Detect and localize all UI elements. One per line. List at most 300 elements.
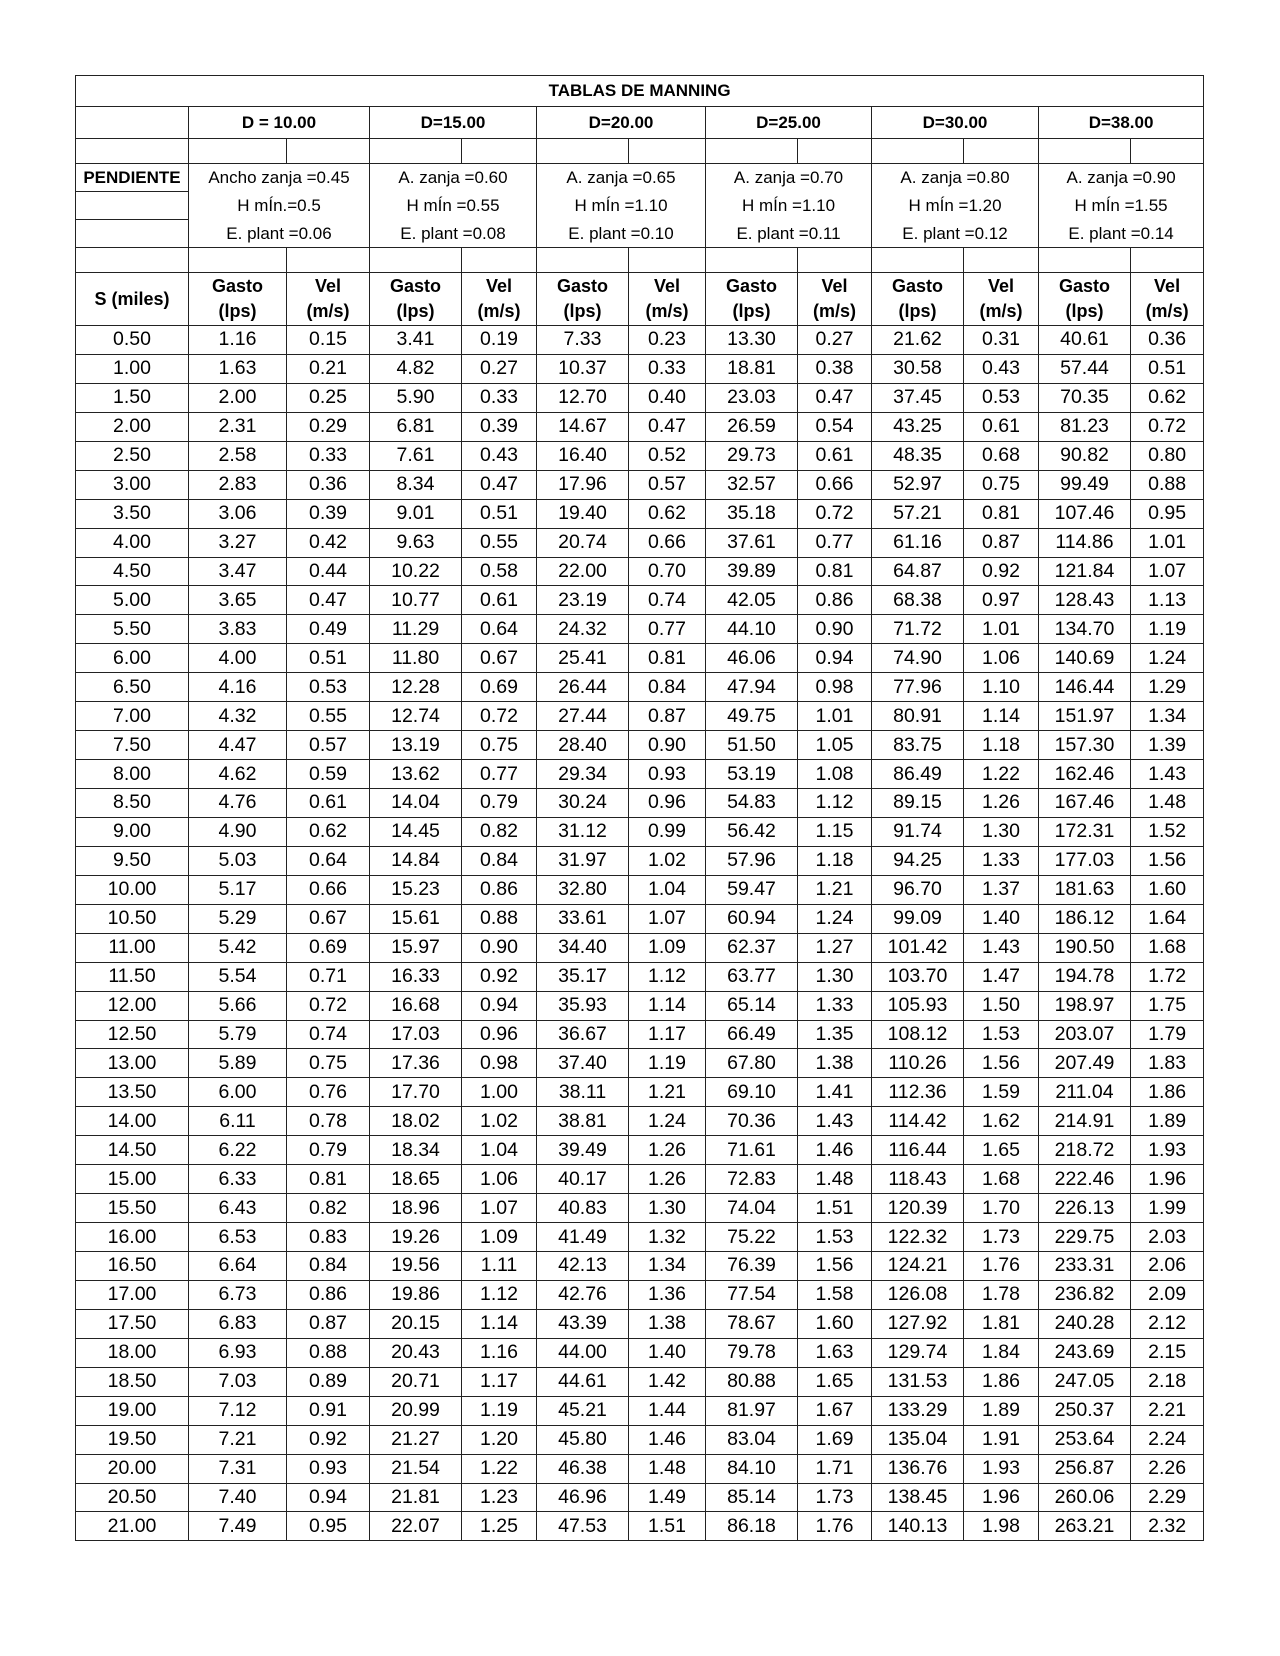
gasto-cell: 129.74: [872, 1338, 964, 1367]
vel-cell: 0.29: [287, 412, 370, 441]
gasto-cell: 214.91: [1039, 1107, 1131, 1136]
blank-row: [76, 139, 1204, 164]
gasto-cell: 41.49: [537, 1223, 629, 1252]
vel-cell: 1.43: [1131, 760, 1204, 789]
slope-cell: 16.50: [76, 1252, 189, 1281]
gasto-cell: 52.97: [872, 470, 964, 499]
gasto-cell: 35.18: [706, 499, 798, 528]
gasto-cell: 7.33: [537, 326, 629, 355]
gasto-cell: 263.21: [1039, 1512, 1131, 1541]
gasto-cell: 71.61: [706, 1136, 798, 1165]
vel-cell: 0.81: [287, 1165, 370, 1194]
e-plant: E. plant =0.06: [189, 220, 370, 248]
gasto-cell: 60.94: [706, 904, 798, 933]
vel-cell: 1.65: [964, 1136, 1039, 1165]
vel-cell: 0.72: [1131, 412, 1204, 441]
gasto-cell: 23.03: [706, 383, 798, 412]
vel-cell: 0.57: [629, 470, 706, 499]
vel-cell: 0.66: [287, 875, 370, 904]
gasto-cell: 138.45: [872, 1483, 964, 1512]
gasto-cell: 12.74: [370, 702, 462, 731]
gasto-cell: 6.11: [189, 1107, 287, 1136]
vel-cell: 0.86: [287, 1280, 370, 1309]
gasto-cell: 172.31: [1039, 817, 1131, 846]
vel-cell: 0.55: [462, 528, 537, 557]
vel-cell: 1.93: [964, 1454, 1039, 1483]
manning-table: [75, 75, 1204, 1541]
vel-cell: 0.76: [287, 1078, 370, 1107]
vel-cell: 0.84: [287, 1252, 370, 1281]
slope-cell: 18.50: [76, 1367, 189, 1396]
gasto-cell: 81.23: [1039, 412, 1131, 441]
gasto-cell: 1.63: [189, 354, 287, 383]
vel-header: Vel (m/s): [287, 273, 370, 326]
slope-cell: 8.00: [76, 760, 189, 789]
table-row: [76, 846, 1204, 875]
gasto-cell: 39.89: [706, 557, 798, 586]
gasto-cell: 99.49: [1039, 470, 1131, 499]
gasto-cell: 127.92: [872, 1309, 964, 1338]
slope-cell: 10.00: [76, 875, 189, 904]
gasto-cell: 63.77: [706, 962, 798, 991]
vel-cell: 1.47: [964, 962, 1039, 991]
gasto-cell: 5.54: [189, 962, 287, 991]
gasto-cell: 3.41: [370, 326, 462, 355]
vel-cell: 1.01: [798, 702, 872, 731]
table-row: [76, 1338, 1204, 1367]
vel-cell: 1.14: [629, 991, 706, 1020]
gasto-cell: 71.72: [872, 615, 964, 644]
slope-cell: 8.50: [76, 789, 189, 818]
vel-cell: 0.78: [287, 1107, 370, 1136]
gasto-cell: 90.82: [1039, 441, 1131, 470]
gasto-cell: 40.17: [537, 1165, 629, 1194]
gasto-cell: 229.75: [1039, 1223, 1131, 1252]
vel-header: Vel (m/s): [1131, 273, 1204, 326]
table-row: [76, 1252, 1204, 1281]
vel-cell: 1.24: [1131, 644, 1204, 673]
slope-cell: 15.50: [76, 1194, 189, 1223]
column-header-row: [76, 273, 1204, 326]
gasto-cell: 124.21: [872, 1252, 964, 1281]
gasto-cell: 79.78: [706, 1338, 798, 1367]
vel-cell: 0.57: [287, 731, 370, 760]
gasto-cell: 81.97: [706, 1396, 798, 1425]
gasto-cell: 211.04: [1039, 1078, 1131, 1107]
vel-cell: 1.40: [964, 904, 1039, 933]
gasto-cell: 59.47: [706, 875, 798, 904]
vel-cell: 1.60: [798, 1309, 872, 1338]
gasto-cell: 32.57: [706, 470, 798, 499]
vel-cell: 0.96: [629, 789, 706, 818]
vel-cell: 1.12: [629, 962, 706, 991]
vel-cell: 2.15: [1131, 1338, 1204, 1367]
gasto-cell: 15.23: [370, 875, 462, 904]
vel-cell: 1.26: [629, 1136, 706, 1165]
table-row: [76, 1512, 1204, 1541]
gasto-cell: 51.50: [706, 731, 798, 760]
gasto-cell: 15.97: [370, 933, 462, 962]
gasto-cell: 83.75: [872, 731, 964, 760]
gasto-cell: 13.62: [370, 760, 462, 789]
vel-cell: 0.72: [798, 499, 872, 528]
vel-cell: 0.61: [798, 441, 872, 470]
vel-cell: 0.94: [287, 1483, 370, 1512]
vel-cell: 0.59: [287, 760, 370, 789]
gasto-cell: 6.53: [189, 1223, 287, 1252]
table-row: [76, 991, 1204, 1020]
gasto-cell: 46.38: [537, 1454, 629, 1483]
gasto-cell: 67.80: [706, 1049, 798, 1078]
vel-cell: 1.56: [798, 1252, 872, 1281]
slope-cell: 20.00: [76, 1454, 189, 1483]
vel-cell: 1.19: [1131, 615, 1204, 644]
vel-cell: 0.62: [629, 499, 706, 528]
gasto-cell: 5.29: [189, 904, 287, 933]
gasto-cell: 70.36: [706, 1107, 798, 1136]
vel-cell: 1.56: [964, 1049, 1039, 1078]
gasto-cell: 40.83: [537, 1194, 629, 1223]
table-row: [76, 441, 1204, 470]
gasto-cell: 186.12: [1039, 904, 1131, 933]
gasto-cell: 7.31: [189, 1454, 287, 1483]
vel-cell: 1.83: [1131, 1049, 1204, 1078]
gasto-cell: 121.84: [1039, 557, 1131, 586]
gasto-cell: 39.49: [537, 1136, 629, 1165]
gasto-cell: 80.88: [706, 1367, 798, 1396]
vel-header: Vel (m/s): [964, 273, 1039, 326]
vel-cell: 1.53: [798, 1223, 872, 1252]
gasto-cell: 6.93: [189, 1338, 287, 1367]
gasto-cell: 250.37: [1039, 1396, 1131, 1425]
gasto-cell: 99.09: [872, 904, 964, 933]
gasto-cell: 140.13: [872, 1512, 964, 1541]
empty-cell: [76, 192, 189, 220]
vel-cell: 0.62: [1131, 383, 1204, 412]
gasto-cell: 6.83: [189, 1309, 287, 1338]
vel-cell: 0.91: [287, 1396, 370, 1425]
vel-cell: 0.27: [798, 326, 872, 355]
gasto-cell: 140.69: [1039, 644, 1131, 673]
gasto-cell: 19.26: [370, 1223, 462, 1252]
vel-cell: 0.87: [287, 1309, 370, 1338]
gasto-cell: 167.46: [1039, 789, 1131, 818]
pendiente-label: PENDIENTE: [76, 164, 189, 192]
vel-cell: 1.20: [462, 1425, 537, 1454]
gasto-cell: 91.74: [872, 817, 964, 846]
vel-cell: 1.43: [964, 933, 1039, 962]
vel-cell: 1.46: [798, 1136, 872, 1165]
table-row: [76, 1367, 1204, 1396]
vel-cell: 1.71: [798, 1454, 872, 1483]
vel-cell: 1.29: [1131, 673, 1204, 702]
vel-cell: 0.88: [462, 904, 537, 933]
vel-cell: 1.34: [629, 1252, 706, 1281]
gasto-cell: 20.74: [537, 528, 629, 557]
gasto-cell: 6.64: [189, 1252, 287, 1281]
gasto-cell: 8.34: [370, 470, 462, 499]
gasto-cell: 146.44: [1039, 673, 1131, 702]
gasto-cell: 4.00: [189, 644, 287, 673]
vel-cell: 0.44: [287, 557, 370, 586]
slope-cell: 13.00: [76, 1049, 189, 1078]
vel-cell: 0.64: [287, 846, 370, 875]
table-title: TABLAS DE MANNING: [76, 76, 1204, 107]
gasto-cell: 2.83: [189, 470, 287, 499]
vel-cell: 0.21: [287, 354, 370, 383]
vel-cell: 1.65: [798, 1367, 872, 1396]
gasto-cell: 45.80: [537, 1425, 629, 1454]
vel-cell: 0.68: [964, 441, 1039, 470]
vel-cell: 0.99: [629, 817, 706, 846]
gasto-cell: 10.37: [537, 354, 629, 383]
gasto-cell: 14.67: [537, 412, 629, 441]
vel-cell: 1.49: [629, 1483, 706, 1512]
vel-cell: 0.80: [1131, 441, 1204, 470]
e-plant: E. plant =0.08: [370, 220, 537, 248]
gasto-cell: 6.81: [370, 412, 462, 441]
vel-cell: 1.19: [629, 1049, 706, 1078]
gasto-header: Gasto (lps): [189, 273, 287, 326]
gasto-cell: 4.47: [189, 731, 287, 760]
gasto-cell: 77.96: [872, 673, 964, 702]
diameter-row: [76, 107, 1204, 139]
slope-cell: 3.50: [76, 499, 189, 528]
vel-cell: 1.33: [798, 991, 872, 1020]
vel-cell: 0.96: [462, 1020, 537, 1049]
vel-cell: 1.42: [629, 1367, 706, 1396]
table-row: [76, 326, 1204, 355]
vel-cell: 0.23: [629, 326, 706, 355]
slope-cell: 19.00: [76, 1396, 189, 1425]
h-min: H mÍn.=0.5: [189, 192, 370, 220]
vel-cell: 0.92: [964, 557, 1039, 586]
vel-cell: 0.87: [964, 528, 1039, 557]
slope-cell: 7.50: [76, 731, 189, 760]
gasto-cell: 101.42: [872, 933, 964, 962]
gasto-cell: 45.21: [537, 1396, 629, 1425]
gasto-cell: 47.94: [706, 673, 798, 702]
vel-cell: 0.79: [287, 1136, 370, 1165]
vel-cell: 1.56: [1131, 846, 1204, 875]
gasto-cell: 29.34: [537, 760, 629, 789]
slope-cell: 4.50: [76, 557, 189, 586]
gasto-cell: 34.40: [537, 933, 629, 962]
table-row: [76, 412, 1204, 441]
vel-cell: 0.53: [287, 673, 370, 702]
vel-cell: 0.67: [287, 904, 370, 933]
gasto-cell: 24.32: [537, 615, 629, 644]
gasto-cell: 21.54: [370, 1454, 462, 1483]
gasto-cell: 9.01: [370, 499, 462, 528]
vel-cell: 1.72: [1131, 962, 1204, 991]
gasto-cell: 49.75: [706, 702, 798, 731]
gasto-cell: 96.70: [872, 875, 964, 904]
vel-cell: 0.93: [287, 1454, 370, 1483]
vel-cell: 1.24: [629, 1107, 706, 1136]
vel-cell: 1.78: [964, 1280, 1039, 1309]
vel-cell: 1.58: [798, 1280, 872, 1309]
gasto-cell: 7.12: [189, 1396, 287, 1425]
vel-cell: 1.16: [462, 1338, 537, 1367]
vel-cell: 0.94: [462, 991, 537, 1020]
vel-cell: 0.64: [462, 615, 537, 644]
vel-cell: 0.86: [462, 875, 537, 904]
gasto-cell: 21.81: [370, 1483, 462, 1512]
vel-cell: 0.98: [462, 1049, 537, 1078]
gasto-cell: 107.46: [1039, 499, 1131, 528]
vel-cell: 0.31: [964, 326, 1039, 355]
gasto-cell: 38.81: [537, 1107, 629, 1136]
vel-cell: 0.90: [798, 615, 872, 644]
vel-cell: 1.43: [798, 1107, 872, 1136]
gasto-cell: 5.66: [189, 991, 287, 1020]
gasto-cell: 32.80: [537, 875, 629, 904]
vel-cell: 2.06: [1131, 1252, 1204, 1281]
gasto-cell: 13.30: [706, 326, 798, 355]
gasto-cell: 74.04: [706, 1194, 798, 1223]
gasto-cell: 78.67: [706, 1309, 798, 1338]
vel-cell: 1.48: [1131, 789, 1204, 818]
vel-cell: 0.81: [798, 557, 872, 586]
table-row: [76, 499, 1204, 528]
table-row: [76, 673, 1204, 702]
vel-cell: 1.06: [462, 1165, 537, 1194]
vel-cell: 1.98: [964, 1512, 1039, 1541]
vel-cell: 1.07: [1131, 557, 1204, 586]
gasto-cell: 6.00: [189, 1078, 287, 1107]
vel-cell: 0.75: [287, 1049, 370, 1078]
gasto-cell: 85.14: [706, 1483, 798, 1512]
vel-cell: 1.09: [462, 1223, 537, 1252]
h-min: H mÍn =1.55: [1039, 192, 1204, 220]
vel-cell: 1.01: [1131, 528, 1204, 557]
vel-cell: 1.73: [798, 1483, 872, 1512]
vel-cell: 0.61: [462, 586, 537, 615]
vel-cell: 1.21: [798, 875, 872, 904]
s-miles-header: S (miles): [76, 273, 189, 326]
vel-cell: 1.07: [462, 1194, 537, 1223]
blank-row: [76, 248, 1204, 273]
vel-cell: 0.52: [629, 441, 706, 470]
gasto-cell: 218.72: [1039, 1136, 1131, 1165]
spec-row-eplant: [76, 220, 1204, 248]
gasto-cell: 22.07: [370, 1512, 462, 1541]
vel-cell: 0.77: [629, 615, 706, 644]
vel-cell: 0.39: [462, 412, 537, 441]
gasto-cell: 19.86: [370, 1280, 462, 1309]
table-row: [76, 702, 1204, 731]
gasto-cell: 5.17: [189, 875, 287, 904]
vel-cell: 1.89: [1131, 1107, 1204, 1136]
gasto-cell: 5.03: [189, 846, 287, 875]
vel-cell: 1.02: [629, 846, 706, 875]
gasto-cell: 27.44: [537, 702, 629, 731]
vel-cell: 1.76: [798, 1512, 872, 1541]
ancho-zanja: Ancho zanja =0.45: [189, 164, 370, 192]
slope-cell: 5.50: [76, 615, 189, 644]
gasto-cell: 5.89: [189, 1049, 287, 1078]
gasto-cell: 105.93: [872, 991, 964, 1020]
vel-cell: 0.47: [462, 470, 537, 499]
gasto-cell: 253.64: [1039, 1425, 1131, 1454]
vel-cell: 0.84: [462, 846, 537, 875]
table-row: [76, 383, 1204, 412]
vel-cell: 2.12: [1131, 1309, 1204, 1338]
vel-cell: 0.55: [287, 702, 370, 731]
gasto-cell: 247.05: [1039, 1367, 1131, 1396]
gasto-cell: 2.58: [189, 441, 287, 470]
vel-cell: 0.49: [287, 615, 370, 644]
vel-cell: 1.46: [629, 1425, 706, 1454]
vel-cell: 0.77: [798, 528, 872, 557]
vel-cell: 0.77: [462, 760, 537, 789]
vel-cell: 0.79: [462, 789, 537, 818]
vel-cell: 1.14: [462, 1309, 537, 1338]
gasto-cell: 69.10: [706, 1078, 798, 1107]
vel-cell: 1.00: [462, 1078, 537, 1107]
gasto-cell: 37.45: [872, 383, 964, 412]
table-row: [76, 1049, 1204, 1078]
gasto-cell: 74.90: [872, 644, 964, 673]
gasto-cell: 10.22: [370, 557, 462, 586]
gasto-cell: 30.24: [537, 789, 629, 818]
vel-cell: 0.47: [287, 586, 370, 615]
table-row: [76, 1020, 1204, 1049]
vel-cell: 1.99: [1131, 1194, 1204, 1223]
gasto-cell: 116.44: [872, 1136, 964, 1165]
vel-cell: 0.66: [629, 528, 706, 557]
gasto-cell: 35.93: [537, 991, 629, 1020]
vel-cell: 1.63: [798, 1338, 872, 1367]
table-row: [76, 1483, 1204, 1512]
gasto-cell: 7.61: [370, 441, 462, 470]
gasto-cell: 14.04: [370, 789, 462, 818]
gasto-cell: 10.77: [370, 586, 462, 615]
gasto-cell: 157.30: [1039, 731, 1131, 760]
gasto-cell: 47.53: [537, 1512, 629, 1541]
vel-cell: 1.06: [964, 644, 1039, 673]
gasto-cell: 136.76: [872, 1454, 964, 1483]
gasto-cell: 18.02: [370, 1107, 462, 1136]
h-min: H mÍn =1.20: [872, 192, 1039, 220]
gasto-cell: 3.83: [189, 615, 287, 644]
gasto-cell: 131.53: [872, 1367, 964, 1396]
gasto-cell: 114.42: [872, 1107, 964, 1136]
gasto-cell: 57.44: [1039, 354, 1131, 383]
gasto-cell: 5.90: [370, 383, 462, 412]
table-row: [76, 1136, 1204, 1165]
gasto-cell: 122.32: [872, 1223, 964, 1252]
gasto-cell: 11.29: [370, 615, 462, 644]
vel-cell: 1.12: [798, 789, 872, 818]
slope-cell: 19.50: [76, 1425, 189, 1454]
gasto-cell: 31.12: [537, 817, 629, 846]
table-row: [76, 1309, 1204, 1338]
vel-cell: 1.96: [964, 1483, 1039, 1512]
vel-cell: 0.74: [629, 586, 706, 615]
vel-cell: 0.36: [1131, 326, 1204, 355]
vel-cell: 1.08: [798, 760, 872, 789]
gasto-cell: 243.69: [1039, 1338, 1131, 1367]
spec-row-ancho: [76, 164, 1204, 192]
vel-cell: 0.70: [629, 557, 706, 586]
gasto-cell: 42.76: [537, 1280, 629, 1309]
gasto-cell: 108.12: [872, 1020, 964, 1049]
gasto-cell: 4.90: [189, 817, 287, 846]
vel-cell: 1.17: [629, 1020, 706, 1049]
vel-cell: 0.43: [462, 441, 537, 470]
